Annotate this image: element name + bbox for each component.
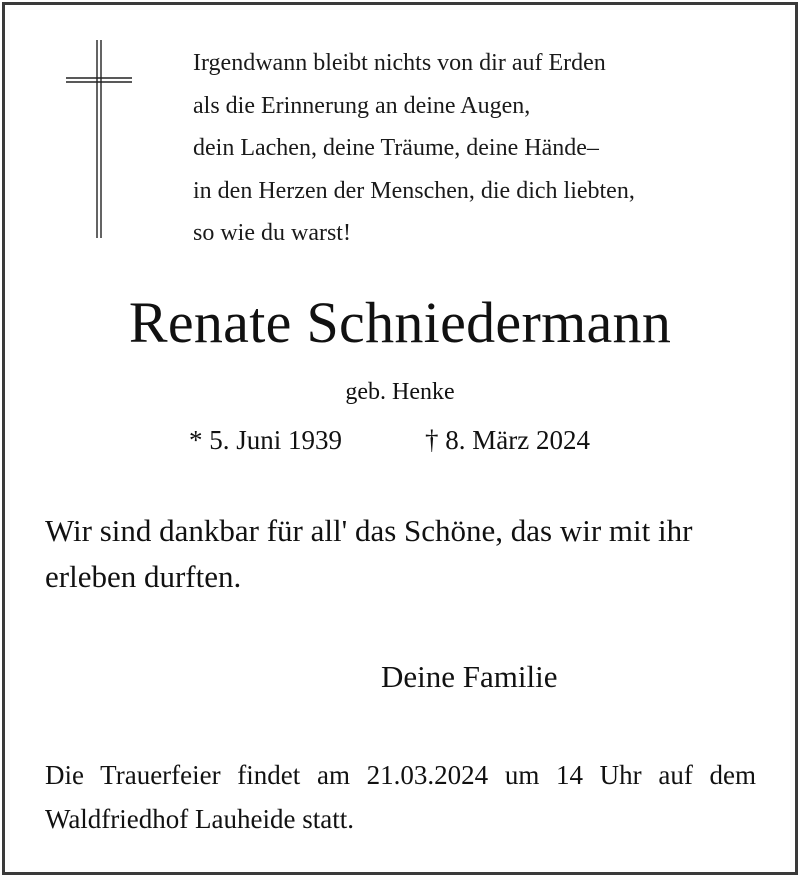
- family-signature: Deine Familie: [381, 659, 558, 694]
- cross-icon: [64, 40, 134, 238]
- funeral-service-info: Die Trauerfeier findet am 21.03.2024 um 14 Uhr auf dem Waldfriedhof Lauheide statt.: [45, 760, 756, 834]
- birth-date: * 5. Juni 1939: [189, 425, 343, 455]
- gratitude-text: Wir sind dankbar für all' das Schöne, das wir mit ihr erleben durften.: [45, 513, 693, 594]
- deceased-name: Renate Schniedermann: [128, 290, 672, 355]
- poem-line: dein Lachen, deine Träume, deine Hände–: [193, 135, 599, 161]
- poem: [193, 42, 635, 255]
- death-date: † 8. März 2024: [425, 425, 590, 455]
- poem-line: Irgendwann bleibt nichts von dir auf Erden: [193, 50, 606, 76]
- poem-line: in den Herzen der Menschen, die dich liebten,: [193, 177, 635, 204]
- poem-line: so wie du warst!: [193, 220, 351, 246]
- poem-line: als die Erinnerung an deine Augen,: [193, 92, 531, 119]
- maiden-name: geb. Henke: [345, 379, 455, 405]
